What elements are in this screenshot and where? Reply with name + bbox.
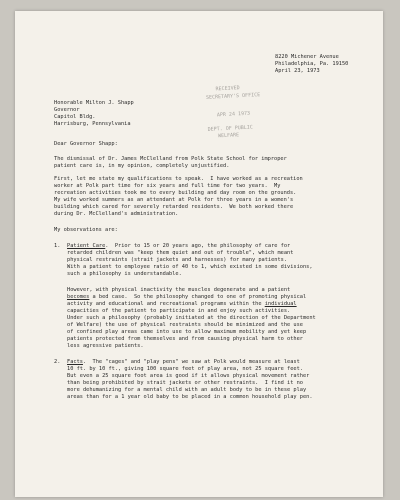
underlined-word: becomes <box>67 294 90 300</box>
item-number: 2. <box>54 359 61 365</box>
body-line-text: activity and educational and recreational programs within the <box>67 301 265 307</box>
observations-intro: My observations are: <box>54 227 118 233</box>
recipient-line: Governor <box>54 107 80 113</box>
body-line: capacities of the patient to participate in and enjoy such activities. <box>67 308 291 314</box>
received-stamp <box>203 83 281 147</box>
item-heading: Facts <box>67 359 83 365</box>
body-line: My wife worked summers as an attendant at Polk for three years in a women's <box>54 197 294 203</box>
body-line: more dehumanizing for a mental child with an adult body to be in these play <box>67 387 307 393</box>
body-line: patient care is, in my opinion, completely unjustified. <box>54 163 230 169</box>
recipient-line: Capitol Bldg. <box>54 114 96 120</box>
underlined-word: individual <box>264 301 297 307</box>
body-line: less agressive patients. <box>67 343 144 349</box>
body-line: worker at Polk part time for six years and full time for two years. My <box>54 183 281 189</box>
body-line: First, let me state my qualifications to speak. I have worked as a recreation <box>54 176 303 182</box>
body-line: areas than for a 1 year old baby to be placed in a common household play pen. <box>67 394 313 400</box>
recipient-line: Harrisburg, Pennsylvania <box>54 121 131 127</box>
body-line: 10 ft. by 10 ft., giving 100 square feet of play area, not 25 square feet. <box>67 366 303 372</box>
item-heading: Patient Care <box>67 243 106 249</box>
item-number: 1. <box>54 243 61 249</box>
body-line: of Welfare) the use of physical restraints should be minimized and the use <box>67 322 303 328</box>
item-first-line <box>67 359 300 365</box>
body-line: However, with physical inactivity the muscles degenerate and a patient <box>67 287 291 293</box>
body-line: of confined play areas came into use to allow maximum mobility and yet keep <box>67 329 307 335</box>
body-line <box>67 294 306 300</box>
stamp-line: RECEIVED <box>215 85 240 93</box>
body-line: recreation activities took me to every building and day room on the grounds. <box>54 190 297 196</box>
body-line: than being prohibited by strait jackets or other restraints. I find it no <box>67 380 303 386</box>
body-line: Under such a philosophy (probably initiated at the direction of the Department <box>67 315 316 321</box>
letter-page <box>15 11 383 497</box>
body-line <box>67 301 297 307</box>
stamp-line: DEPT. OF PUBLIC <box>207 124 253 133</box>
body-line: patients protected from themselves and from causing physical harm to other <box>67 336 303 342</box>
salutation: Dear Governor Shapp: <box>54 141 118 147</box>
body-line-text: a bed case. So the philosophy changed to one of promoting physical <box>89 294 307 300</box>
item-first-line <box>67 243 290 249</box>
body-line: during Dr. McClelland's administration. <box>54 211 179 217</box>
recipient-line: Honorable Milton J. Shapp <box>54 100 134 106</box>
sender-address-line: 8220 Michener Avenue <box>275 54 339 60</box>
letter-date: April 23, 1973 <box>275 68 320 74</box>
stamp-date: APR 24 1973 <box>216 110 251 119</box>
body-line: The dismissal of Dr. James McClelland from Polk State School for improper <box>54 156 287 162</box>
body-line: But even a 25 square foot area is good if it allows physical movement rather <box>67 373 310 379</box>
body-line: With a patient to employee ratio of 40 to 1, which existed in some divisions, <box>67 264 313 270</box>
item-first-line-text: . The "cages" and "play pens" we saw at Polk would measure at least <box>82 359 300 365</box>
item-first-line-text: . Prior to 15 or 20 years ago, the philosophy of care for <box>105 243 291 249</box>
body-line: building which cared for severely retarded residents. We both worked there <box>54 204 294 210</box>
stamp-line: SECRETARY'S OFFICE <box>205 92 261 101</box>
body-line: physical restraints (strait jackets and harnesses) for many patients. <box>67 257 288 263</box>
body-line: such a philosophy is understandable. <box>67 271 182 277</box>
stamp-line: WELFARE <box>217 132 240 140</box>
sender-address-line: Philadelphia, Pa. 19150 <box>275 61 349 67</box>
body-line: retarded children was "keep them quiet and out of trouble", which meant <box>67 250 294 256</box>
